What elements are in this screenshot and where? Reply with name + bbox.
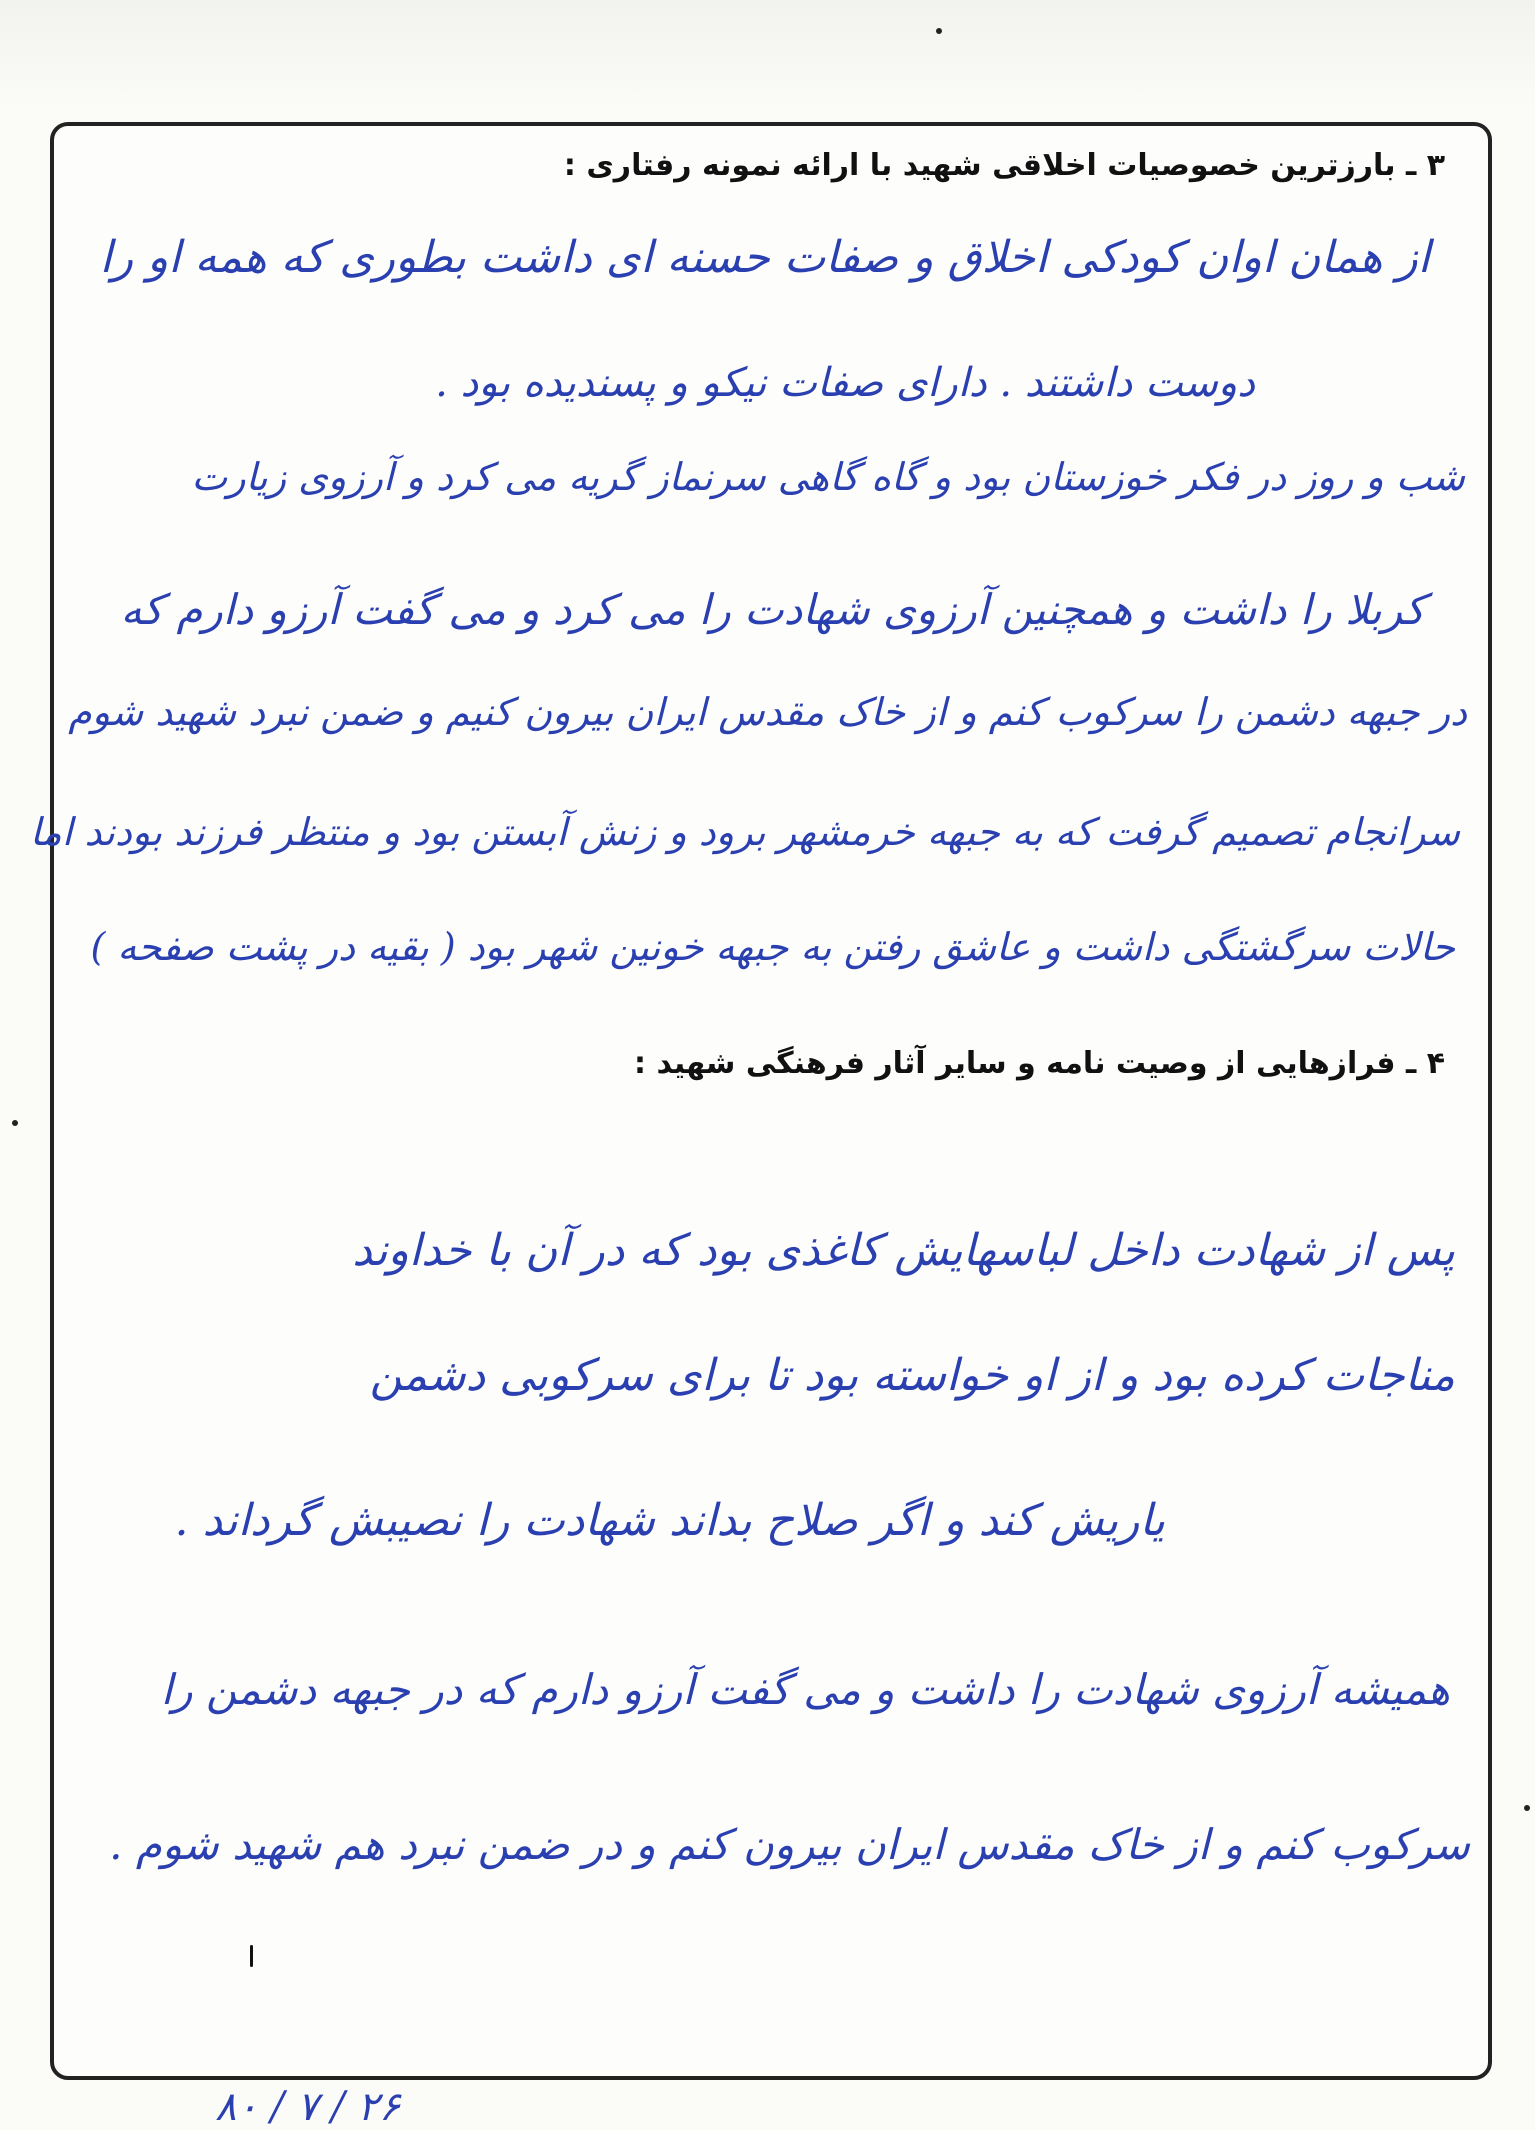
section-3-line-6: سرانجام تصمیم گرفت که به جبهه خرمشهر برود و زنش آبستن بود و منتظر فرزند بودند اما <box>29 810 1460 854</box>
section-4-line-3: یاریش کند و اگر صلاح بداند شهادت را نصیبش گرداند . <box>174 1495 1165 1546</box>
scan-speck <box>936 28 942 34</box>
scan-speck <box>12 1120 18 1126</box>
section-4-line-5: سرکوب کنم و از خاک مقدس ایران بیرون کنم و در ضمن نبرد هم شهید شوم . <box>109 1820 1470 1869</box>
scan-speck <box>1524 1805 1530 1811</box>
section-4-line-1: پس از شهادت داخل لباسهایش کاغذی بود که در آن با خداوند <box>352 1225 1455 1276</box>
section-3-line-7: حالات سرگشتگی داشت و عاشق رفتن به جبهه خونین شهر بود ( بقیه در پشت صفحه ) <box>90 925 1455 969</box>
section-3-heading: ۳ ـ بارزترین خصوصیات اخلاقی شهید با ارائه نمونه رفتاری : <box>563 148 1445 183</box>
section-3-line-5: در جبهه دشمن را سرکوب کنم و از خاک مقدس ایران بیرون کنیم و ضمن نبرد شهید شوم <box>68 690 1467 734</box>
section-4-line-2: مناجات کرده بود و از او خواسته بود تا برای سرکوبی دشمن <box>369 1350 1455 1401</box>
section-4-heading: ۴ ـ فرازهایی از وصیت نامه و سایر آثار فرهنگی شهید : <box>634 1046 1445 1081</box>
section-3-line-2: دوست داشتند . دارای صفات نیکو و پسندیده بود . <box>435 360 1255 406</box>
section-3-line-4: کربلا را داشت و همچنین آرزوی شهادت را می کرد و می گفت آرزو دارم که <box>120 585 1425 634</box>
section-3-line-1: از همان اوان کودکی اخلاق و صفات حسنه ای داشت بطوری که همه او را <box>99 232 1430 283</box>
form-frame <box>50 122 1492 2080</box>
bottom-handwritten-note: ۲۶ / ۷ / ۸۰ <box>215 2084 401 2130</box>
section-3-line-3: شب و روز در فکر خوزستان بود و گاه گاهی سرنماز گریه می کرد و آرزوی زیارت <box>191 455 1465 499</box>
section-4-line-4: همیشه آرزوی شهادت را داشت و می گفت آرزو دارم که در جبهه دشمن را <box>160 1665 1450 1714</box>
scan-top-margin <box>0 0 1535 110</box>
pen-mark <box>250 1945 253 1967</box>
